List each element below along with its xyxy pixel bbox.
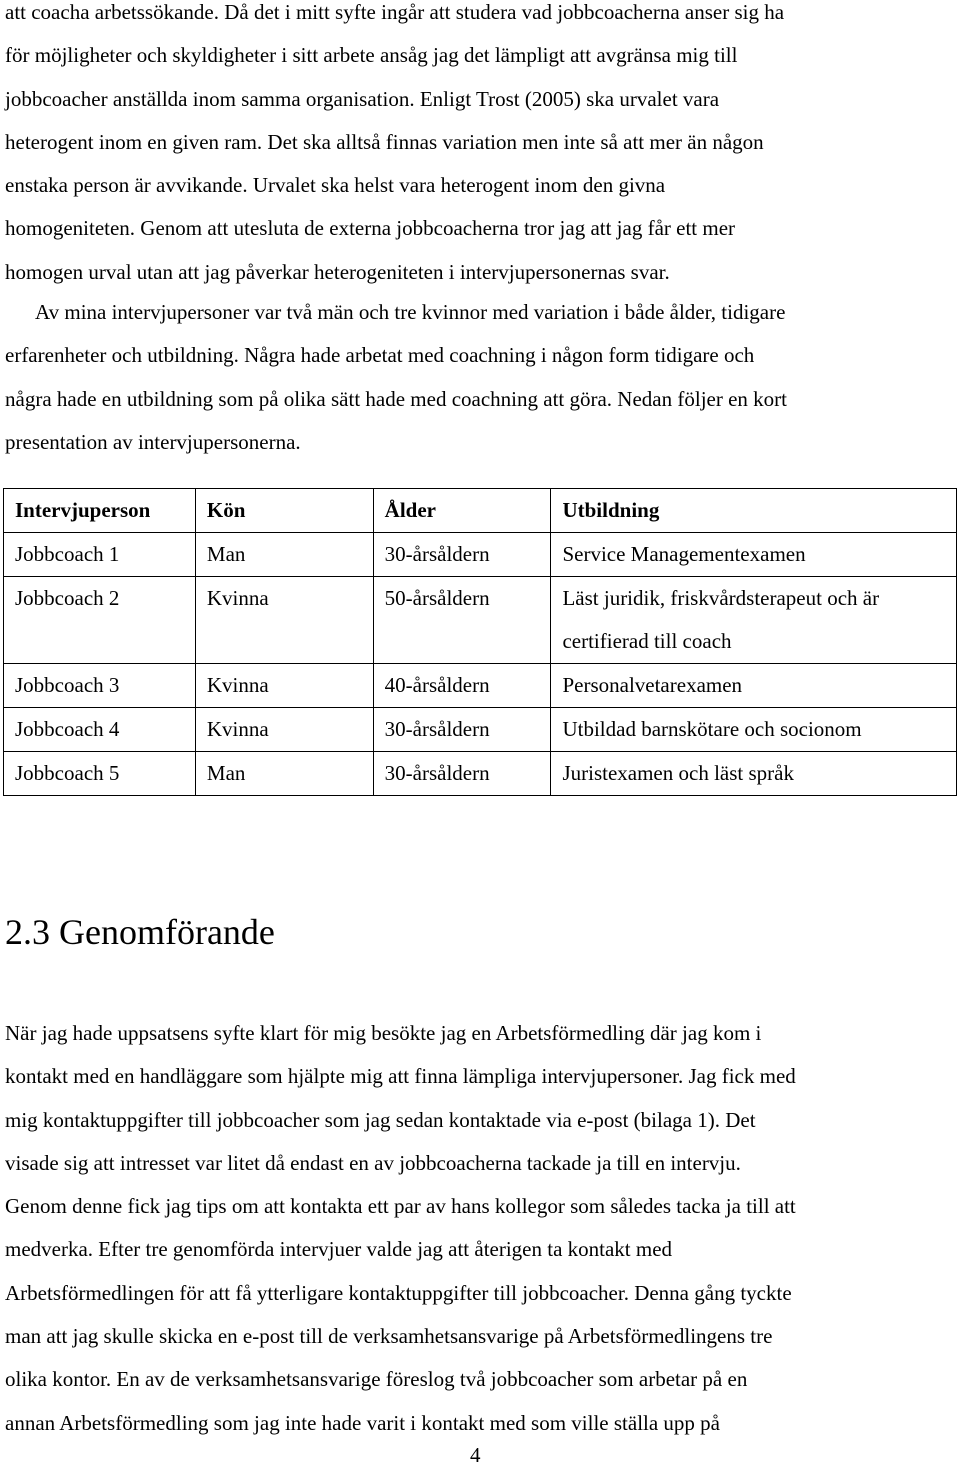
cell-education: Personalvetarexamen <box>551 664 957 708</box>
column-header-age: Ålder <box>373 489 551 533</box>
section-heading: 2.3 Genomförande <box>5 912 275 952</box>
cell-education: Service Managementexamen <box>551 533 957 577</box>
column-header-interviewee: Intervjuperson <box>4 489 196 533</box>
cell-age: 50-årsåldern <box>373 577 551 664</box>
text-line: att coacha arbetssökande. Då det i mitt syfte ingår att studera vad jobbcoacherna anser sig ha <box>5 0 785 24</box>
cell-gender: Kvinna <box>195 708 373 752</box>
cell-age: 30-årsåldern <box>373 708 551 752</box>
table-row <box>4 708 957 752</box>
paragraph-procedure <box>5 1012 950 1445</box>
cell-age: 30-årsåldern <box>373 533 551 577</box>
text-line: man att jag skulle skicka en e-post till de verksamhetsansvarige på Arbetsförmedlingens tre <box>5 1324 773 1349</box>
page-number: 4 <box>470 1443 481 1467</box>
paragraph-interviewees <box>5 291 950 464</box>
text-line: Arbetsförmedlingen för att få ytterligare kontaktuppgifter till jobbcoacher. Denna gång tyckte <box>5 1280 792 1305</box>
text-line: några hade en utbildning som på olika sätt hade med coachning att göra. Nedan följer en kort <box>5 386 787 411</box>
cell-interviewee: Jobbcoach 5 <box>4 752 196 796</box>
table-row <box>4 752 957 796</box>
table-row <box>4 577 957 664</box>
text-line: enstaka person är avvikande. Urvalet ska helst vara heterogent inom den givna <box>5 173 666 198</box>
text-line: jobbcoacher anställda inom samma organisation. Enligt Trost (2005) ska urvalet vara <box>5 86 720 111</box>
text-line: mig kontaktuppgifter till jobbcoacher som jag sedan kontaktade via e-post (bilaga 1). Det <box>5 1107 756 1132</box>
cell-interviewee: Jobbcoach 4 <box>4 708 196 752</box>
text-line: Genom denne fick jag tips om att kontakta ett par av hans kollegor som således tacka ja till att <box>5 1194 796 1219</box>
text-line: homogen urval utan att jag påverkar heterogeniteten i intervjupersonernas svar. <box>5 259 670 284</box>
cell-gender: Man <box>195 752 373 796</box>
paragraph-sample-selection <box>5 0 950 294</box>
column-header-gender: Kön <box>195 489 373 533</box>
cell-education: Juristexamen och läst språk <box>551 752 957 796</box>
cell-age: 40-årsåldern <box>373 664 551 708</box>
text-line: medverka. Efter tre genomförda intervjuer valde jag att återigen ta kontakt med <box>5 1237 673 1262</box>
cell-gender: Kvinna <box>195 577 373 664</box>
text-line: homogeniteten. Genom att utesluta de externa jobbcoacherna tror jag att jag får ett mer <box>5 216 736 241</box>
table-row <box>4 533 957 577</box>
text-line: visade sig att intresset var litet då endast en av jobbcoacherna tackade ja till en intervju. <box>5 1150 741 1175</box>
cell-gender: Man <box>195 533 373 577</box>
text-line: När jag hade uppsatsens syfte klart för mig besökte jag en Arbetsförmedling där jag kom i <box>5 1021 762 1045</box>
cell-interviewee: Jobbcoach 1 <box>4 533 196 577</box>
cell-interviewee: Jobbcoach 2 <box>4 577 196 664</box>
interviewee-table <box>3 488 957 796</box>
text-line: annan Arbetsförmedling som jag inte hade varit i kontakt med som ville ställa upp på <box>5 1410 721 1435</box>
text-line: kontakt med en handläggare som hjälpte mig att finna lämpliga intervjupersoner. Jag fick med <box>5 1064 796 1089</box>
cell-age: 30-årsåldern <box>373 752 551 796</box>
cell-education: Läst juridik, friskvårdsterapeut och är certifierad till coach <box>551 577 957 664</box>
cell-interviewee: Jobbcoach 3 <box>4 664 196 708</box>
table-row <box>4 664 957 708</box>
text-line: presentation av intervjupersonerna. <box>5 429 301 454</box>
column-header-education: Utbildning <box>551 489 957 533</box>
text-line: för möjligheter och skyldigheter i sitt arbete ansåg jag det lämpligt att avgränsa mig till <box>5 43 738 68</box>
text-line: heterogent inom en given ram. Det ska alltså finnas variation men inte så att mer än någon <box>5 129 764 154</box>
text-line: olika kontor. En av de verksamhetsansvarige föreslog två jobbcoacher som arbetar på en <box>5 1367 748 1392</box>
table-header-row <box>4 489 957 533</box>
cell-education: Utbildad barnskötare och socionom <box>551 708 957 752</box>
text-line: erfarenheter och utbildning. Några hade arbetat med coachning i någon form tidigare och <box>5 343 755 368</box>
text-line: Av mina intervjupersoner var två män och tre kvinnor med variation i både ålder, tidigare <box>35 300 786 324</box>
cell-gender: Kvinna <box>195 664 373 708</box>
